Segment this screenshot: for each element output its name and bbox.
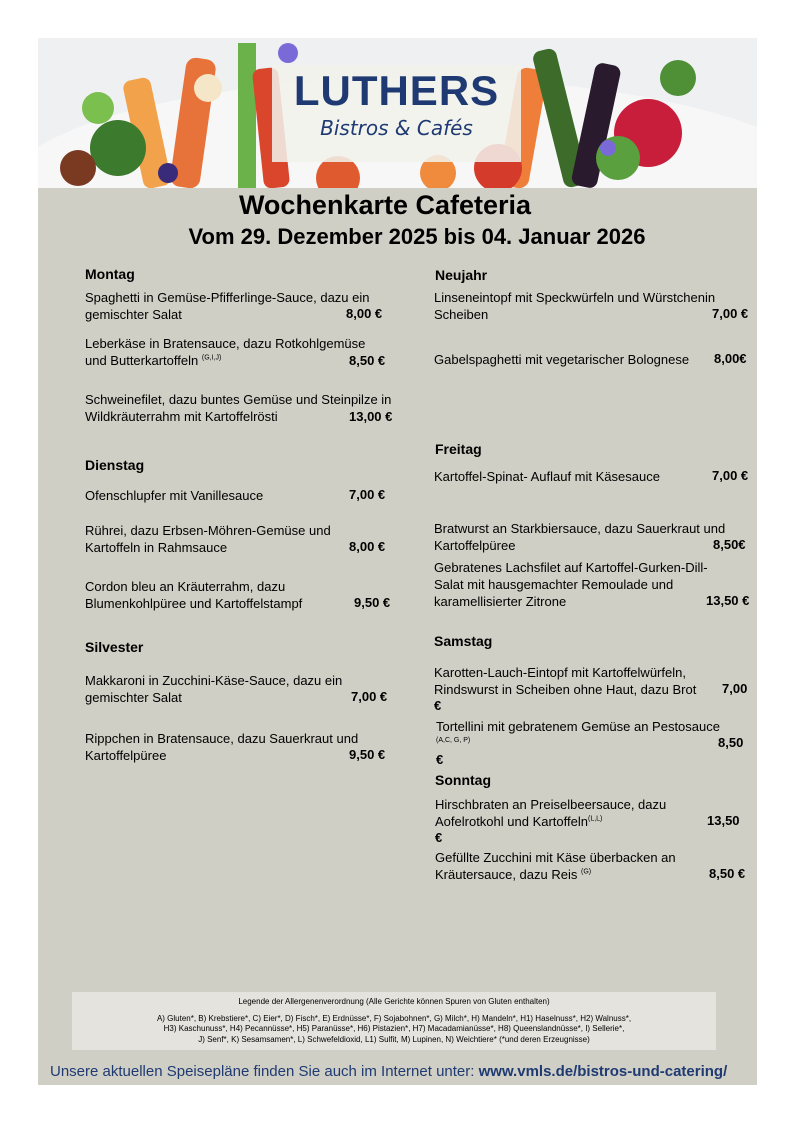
- allergen-codes: (G): [580, 868, 592, 876]
- menu-item-price-currency: €: [436, 752, 444, 767]
- menu-item-price-currency: €: [435, 830, 443, 845]
- menu-item-price: 8,00 €: [346, 306, 383, 321]
- menu-item-price: 8,00 €: [349, 539, 386, 554]
- menu-item-text: Rührei, dazu Erbsen-Möhren-Gemüse und Kartoffeln in Rahmsauce: [85, 523, 331, 555]
- menu-item-price: 7,00 €: [712, 306, 749, 321]
- menu-item-price: 9,50 €: [349, 747, 386, 762]
- footer-note: [50, 1063, 727, 1080]
- allergen-legend: [72, 992, 716, 1050]
- menu-item-text: Gebratenes Lachsfilet auf Kartoffel-Gurken-Dill-Salat mit hausgemachter Remoulade und karamellisierter Zitrone: [434, 560, 708, 609]
- day-heading-samstag: Samstag: [434, 633, 493, 649]
- day-heading-freitag: Freitag: [435, 441, 482, 457]
- logo-name: LUTHERS: [293, 67, 500, 114]
- menu-item-text: Linseneintopf mit Speckwürfeln und Würstchenin Scheiben: [434, 290, 716, 322]
- legend-line: A) Gluten*, B) Krebstiere*, C) Eier*, D) Fisch*, E) Erdnüsse*, F) Sojabohnen*, G) Milch*, H) Mandeln*, H1) Haselnuss*, H2) Walnuss*,: [156, 1013, 632, 1023]
- menu-item-text: Spaghetti in Gemüse-Pfifferlinge-Sauce, dazu ein gemischter Salat: [85, 290, 370, 322]
- menu-item-price: 8,50 €: [349, 353, 386, 368]
- day-heading-dienstag: Dienstag: [85, 457, 145, 473]
- menu-item-price: 7,00 €: [351, 689, 388, 704]
- menu-item-text: Gefüllte Zucchini mit Käse überbacken an Kräutersauce, dazu Reis: [435, 850, 676, 882]
- menu-item-text: Kartoffel-Spinat- Auflauf mit Käsesauce: [434, 469, 660, 484]
- menu-item-text: Cordon bleu an Kräuterrahm, dazu Blumenkohlpüree und Kartoffelstampf: [85, 579, 303, 611]
- menu-item: [435, 849, 705, 883]
- menu-item-price: 8,50: [718, 735, 744, 750]
- menu-item-text: Rippchen in Bratensauce, dazu Sauerkraut und Kartoffelpüree: [85, 731, 359, 763]
- page-title: Wochenkarte Cafeteria: [238, 190, 532, 220]
- menu-item-text: Hirschbraten an Preiselbeersauce, dazu Aofelrotkohl und Kartoffeln: [435, 797, 667, 829]
- menu-item: [85, 487, 345, 504]
- menu-item: [85, 730, 380, 764]
- legend-title: Legende der Allergenenverordnung (Alle Gerichte können Spuren von Gluten enthalten): [238, 997, 550, 1006]
- logo-tagline: Bistros & Cafés: [320, 116, 473, 140]
- menu-item-text: Karotten-Lauch-Eintopf mit Kartoffelwürfeln, Rindswurst in Scheiben ohne Haut, dazu Brot: [434, 665, 697, 697]
- menu-item-price: 13,50 €: [706, 593, 750, 608]
- footer-link[interactable]: www.vmls.de/bistros-und-catering/: [478, 1063, 728, 1080]
- menu-item-price: 7,00: [722, 681, 748, 696]
- day-heading-sonntag: Sonntag: [435, 772, 491, 788]
- menu-item-text: Ofenschlupfer mit Vanillesauce: [85, 488, 264, 503]
- menu-item-text: Bratwurst an Starkbiersauce, dazu Sauerkraut und Kartoffelpüree: [434, 521, 726, 553]
- menu-item: [434, 289, 754, 323]
- allergen-codes: (G,I,J): [201, 354, 222, 362]
- day-heading-montag: Montag: [85, 266, 135, 282]
- menu-item-text: Leberkäse in Bratensauce, dazu Rotkohlgemüse und Butterkartoffeln: [85, 336, 366, 368]
- menu-item-text: Makkaroni in Zucchini-Käse-Sauce, dazu ein gemischter Salat: [85, 673, 343, 705]
- menu-item: [434, 468, 704, 485]
- menu-item: [434, 520, 749, 554]
- menu-item: [85, 578, 335, 612]
- menu-item: [434, 664, 719, 698]
- menu-item-text: Tortellini mit gebratenem Gemüse an Pestosauce: [436, 719, 720, 734]
- menu-item: [435, 796, 695, 830]
- menu-item-price: 8,00€: [714, 351, 747, 366]
- menu-item: [436, 718, 746, 735]
- menu-item: [434, 351, 719, 368]
- menu-item-price: 7,00 €: [712, 468, 749, 483]
- menu-item: [85, 522, 350, 556]
- menu-item-price: 13,50: [707, 813, 740, 828]
- menu-item-price: 9,50 €: [354, 595, 391, 610]
- menu-item: [85, 335, 385, 369]
- menu-item-price-currency: €: [434, 698, 442, 713]
- day-heading-silvester: Silvester: [85, 639, 144, 655]
- menu-item-price: 8,50 €: [709, 866, 746, 881]
- allergen-codes: (L,L): [587, 815, 603, 823]
- menu-item: [434, 559, 734, 610]
- menu-period: Vom 29. Dezember 2025 bis 04. Januar 2026: [188, 224, 646, 249]
- menu-item-price: 13,00 €: [349, 409, 393, 424]
- allergen-codes: (A,C, G, P): [436, 737, 471, 744]
- legend-line: J) Senf*, K) Sesamsamen*, L) Schwefeldioxid, L1) Sulfit, M) Lupinen, N) Weichtiere* (*und deren Erzeugnisse): [198, 1034, 590, 1044]
- menu-item-price: 7,00 €: [349, 487, 386, 502]
- menu-item-price: 8,50€: [713, 537, 746, 552]
- menu-item: [85, 672, 370, 706]
- menu-item-text: Schweinefilet, dazu buntes Gemüse und Steinpilze in Wildkräuterrahm mit Kartoffelrösti: [85, 392, 392, 424]
- menu-item: [85, 289, 385, 323]
- day-heading-neujahr: Neujahr: [435, 267, 488, 283]
- luthers-logo: [272, 65, 521, 162]
- footer-text: Unsere aktuellen Speisepläne finden Sie auch im Internet unter:: [50, 1063, 479, 1080]
- menu-item-text: Gabelspaghetti mit vegetarischer Bolognese: [434, 352, 690, 367]
- legend-line: H3) Kaschunuss*, H4) Pecannüsse*, H5) Paranüsse*, H6) Pistazien*, H7) Macadamianüsse*, H8) Queenslandnüsse*, I) Sellerie*,: [163, 1024, 625, 1033]
